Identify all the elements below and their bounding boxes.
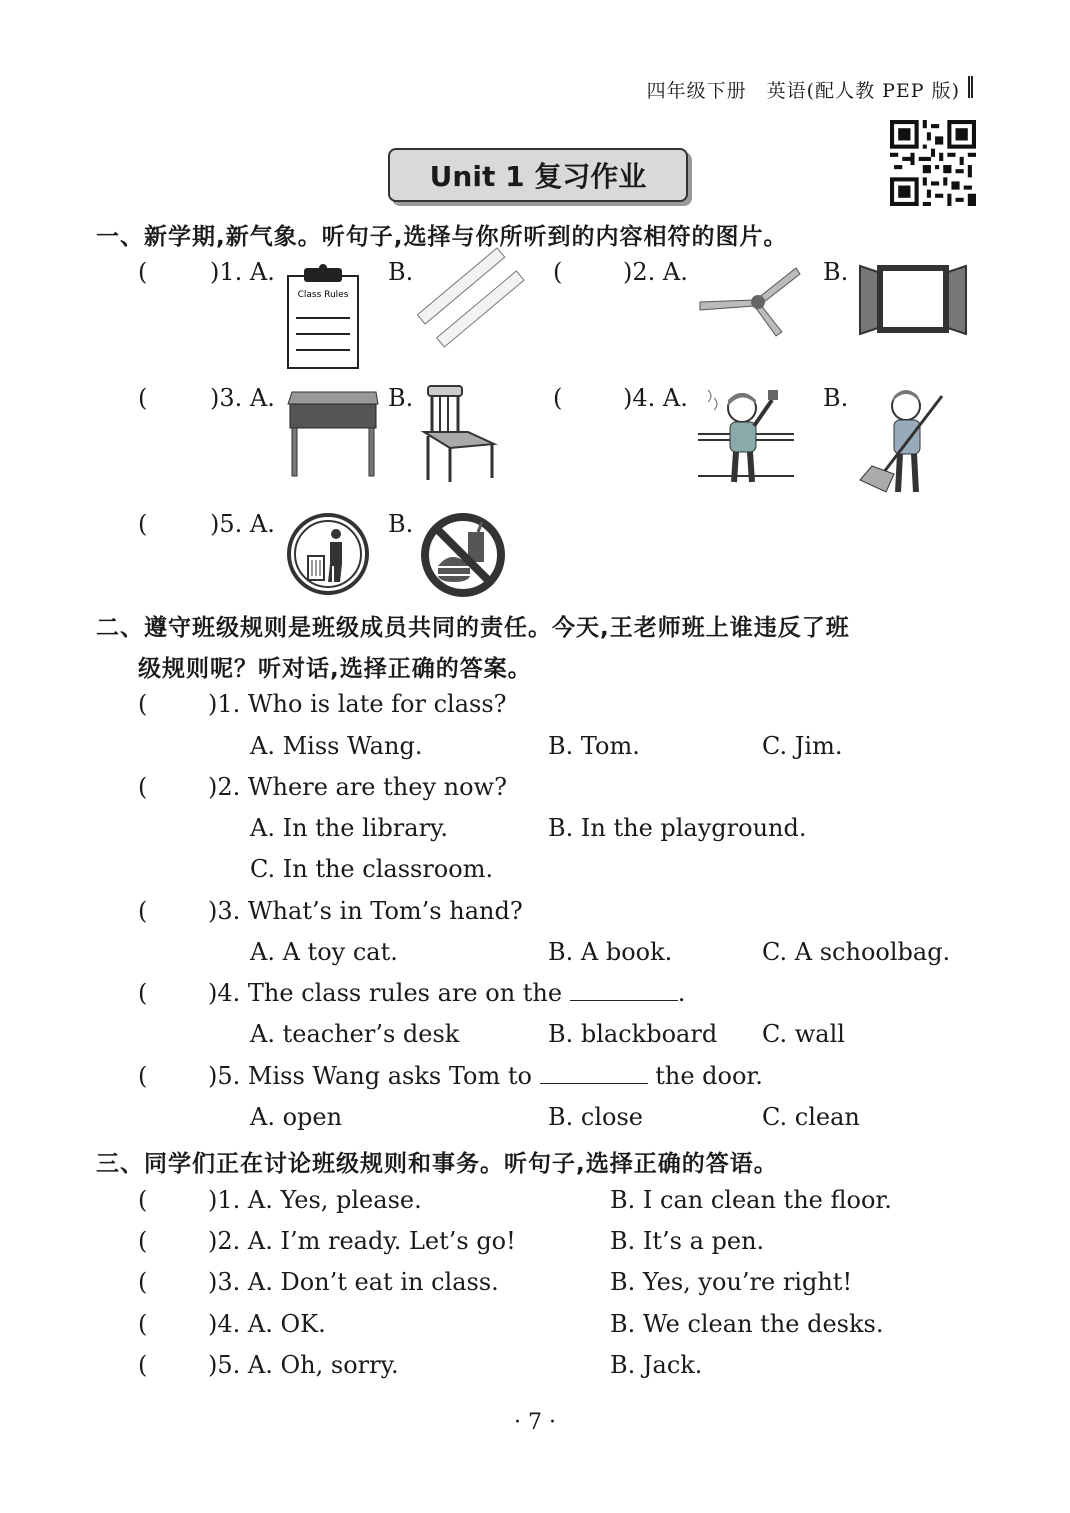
s1-item2-num: )2. A. xyxy=(623,258,688,286)
s2-q2: )2. Where are they now? xyxy=(208,773,507,801)
s2-q5-text: )5. Miss Wang asks Tom to xyxy=(208,1062,532,1090)
book-info: 四年级下册 英语(配人教 PEP 版) xyxy=(646,80,960,102)
s2-q4-a: A. teacher’s desk xyxy=(250,1020,460,1048)
unit-title: Unit 1 复习作业 xyxy=(388,148,688,202)
answer-paren[interactable]: ( xyxy=(553,258,563,286)
s1-item4-num: )4. A. xyxy=(623,384,688,412)
s3-q1-b: B. I can clean the floor. xyxy=(610,1186,892,1214)
s3-q2-b: B. It’s a pen. xyxy=(610,1227,765,1255)
s3-q4-a: )4. A. OK. xyxy=(208,1310,326,1338)
s2-q3-b: B. A book. xyxy=(548,938,673,966)
rulers-icon xyxy=(420,262,524,336)
section2-heading-line1: 二、遵守班级规则是班级成员共同的责任。今天,王老师班上谁违反了班 xyxy=(96,615,850,641)
s2-q1-b: B. Tom. xyxy=(548,732,640,760)
ceiling-fan-icon xyxy=(698,262,800,336)
s1-item4-b: B. xyxy=(823,384,849,412)
answer-paren[interactable]: ( xyxy=(138,1186,148,1214)
clipboard-text: Class Rules xyxy=(297,290,349,300)
section2-heading-line2: 级规则呢？听对话,选择正确的答案。 xyxy=(138,656,532,682)
chair-icon xyxy=(420,384,500,484)
s2-q5-a: A. open xyxy=(250,1103,343,1131)
answer-paren[interactable]: ( xyxy=(553,384,563,412)
answer-paren[interactable]: ( xyxy=(138,897,148,925)
s2-q1-a: A. Miss Wang. xyxy=(250,732,423,760)
s1-item2-b: B. xyxy=(823,258,849,286)
s2-q4-end: . xyxy=(677,979,686,1007)
s2-q3: )3. What’s in Tom’s hand? xyxy=(208,897,523,925)
section1-heading: 一、新学期,新气象。听句子,选择与你所听到的内容相符的图片。 xyxy=(96,224,788,250)
boy-cleaning-window-icon xyxy=(698,382,794,492)
class-rules-clipboard-icon xyxy=(286,262,360,370)
s2-q5-c: C. clean xyxy=(762,1103,860,1131)
s3-q5-b: B. Jack. xyxy=(610,1351,703,1379)
answer-paren[interactable]: ( xyxy=(138,384,148,412)
s2-q1-c: C. Jim. xyxy=(762,732,843,760)
desk-icon xyxy=(286,388,380,478)
answer-paren[interactable]: ( xyxy=(138,773,148,801)
boy-sweeping-icon xyxy=(858,384,944,496)
answer-paren[interactable]: ( xyxy=(138,510,148,538)
answer-paren[interactable]: ( xyxy=(138,1062,148,1090)
s1-item5-num: )5. A. xyxy=(210,510,275,538)
s2-q2-a: A. In the library. xyxy=(250,814,449,842)
answer-paren[interactable]: ( xyxy=(138,690,148,718)
s3-q4-b: B. We clean the desks. xyxy=(610,1310,884,1338)
s2-q3-a: A. A toy cat. xyxy=(250,938,398,966)
s2-q4-c: C. wall xyxy=(762,1020,845,1048)
answer-paren[interactable]: ( xyxy=(138,258,148,286)
s2-q5 xyxy=(208,1062,763,1090)
s3-q3-a: )3. A. Don’t eat in class. xyxy=(208,1268,499,1296)
s2-q2-b: B. In the playground. xyxy=(548,814,807,842)
s2-q3-c: C. A schoolbag. xyxy=(762,938,951,966)
s2-q2-c: C. In the classroom. xyxy=(250,855,494,883)
fill-blank[interactable] xyxy=(570,982,678,1001)
answer-paren[interactable]: ( xyxy=(138,1227,148,1255)
s3-q5-a: )5. A. Oh, sorry. xyxy=(208,1351,399,1379)
s2-q4 xyxy=(208,979,685,1007)
answer-paren[interactable]: ( xyxy=(138,1268,148,1296)
qr-code-icon xyxy=(890,120,976,206)
s1-item1-num: )1. A. xyxy=(210,258,275,286)
s1-item1-b: B. xyxy=(388,258,414,286)
s1-item3-b: B. xyxy=(388,384,414,412)
s2-q4-b: B. blackboard xyxy=(548,1020,718,1048)
answer-paren[interactable]: ( xyxy=(138,1351,148,1379)
s2-q5-b: B. close xyxy=(548,1103,643,1131)
s2-q4-text: )4. The class rules are on the xyxy=(208,979,563,1007)
answer-paren[interactable]: ( xyxy=(138,979,148,1007)
page-number: · 7 · xyxy=(514,1410,556,1435)
s1-item3-num: )3. A. xyxy=(210,384,275,412)
s1-item5-b: B. xyxy=(388,510,414,538)
s3-q3-b: B. Yes, you’re right! xyxy=(610,1268,853,1296)
s2-q1: )1. Who is late for class? xyxy=(208,690,507,718)
header-divider xyxy=(968,76,973,98)
fill-blank[interactable] xyxy=(540,1065,648,1084)
open-window-icon xyxy=(858,262,968,336)
s2-q5-end: the door. xyxy=(655,1062,763,1090)
s3-q2-a: )2. A. I’m ready. Let’s go! xyxy=(208,1227,516,1255)
s3-q1-a: )1. A. Yes, please. xyxy=(208,1186,422,1214)
answer-paren[interactable]: ( xyxy=(138,1310,148,1338)
litter-bin-sign-icon xyxy=(286,512,370,596)
no-food-sign-icon xyxy=(418,510,508,600)
section3-heading: 三、同学们正在讨论班级规则和事务。听句子,选择正确的答语。 xyxy=(96,1151,778,1177)
